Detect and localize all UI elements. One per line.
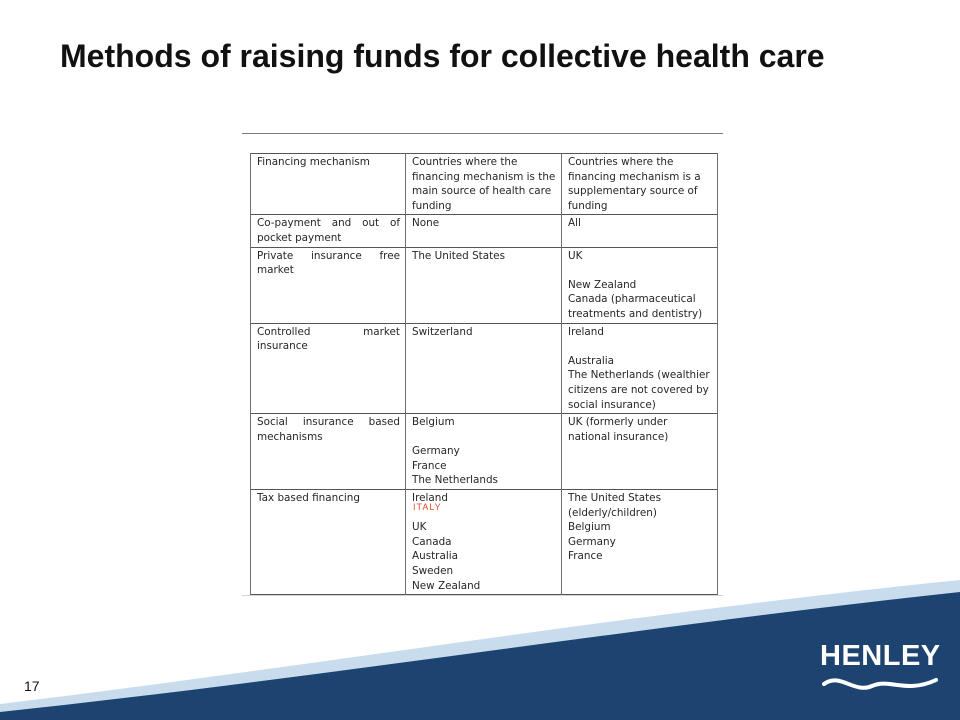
page-number: 17 [24, 678, 40, 694]
logo-wordmark: HENLEY [820, 640, 941, 672]
header-supplementary-source: Countries where the financing mechanism is a supplementary source of funding [562, 154, 718, 215]
row-mechanism: Social insurance based mechanisms [251, 414, 406, 490]
table-row [251, 323, 718, 414]
table-top-rule [242, 133, 723, 134]
country: Australia [412, 550, 458, 563]
table-row [251, 215, 718, 247]
row-supplementary-countries [562, 215, 718, 247]
row-mechanism: Controlled market insurance [251, 323, 406, 414]
country: Sweden [412, 565, 454, 578]
country: New Zealand [412, 579, 481, 592]
country: The Netherlands [412, 474, 498, 487]
row-supplementary-countries [562, 414, 718, 490]
country: Germany [412, 445, 460, 458]
table-bottom-rule [242, 595, 723, 596]
row-main-countries [406, 414, 562, 490]
financing-table [250, 153, 718, 595]
country: Belgium [412, 416, 455, 429]
row-main-countries [406, 215, 562, 247]
country: Germany [568, 535, 616, 548]
henley-logo [820, 640, 940, 700]
row-supplementary-countries [562, 490, 718, 595]
table-header-row [251, 154, 718, 215]
country: Ireland [568, 325, 604, 338]
country: Belgium [568, 521, 611, 534]
row-main-countries [406, 323, 562, 414]
row-mechanism: Tax based financing [251, 490, 406, 595]
table-row [251, 247, 718, 323]
country: UK [412, 521, 427, 534]
row-mechanism: Co-payment and out of pocket payment [251, 215, 406, 247]
country: UK (formerly under national insurance) [568, 416, 669, 443]
row-supplementary-countries [562, 323, 718, 414]
slide-title: Methods of raising funds for collective health care [60, 38, 825, 74]
country: France [412, 459, 447, 472]
country: The United States [412, 249, 505, 262]
country: All [568, 217, 581, 230]
country: France [568, 550, 603, 563]
country: None [412, 217, 440, 230]
country: Australia [568, 354, 614, 367]
country: Switzerland [412, 325, 473, 338]
table-image [242, 133, 723, 596]
country: The Netherlands (wealthier citizens are not covered by social insurance) [568, 369, 710, 411]
country: Ireland [412, 492, 448, 505]
wave-navy-band [0, 592, 960, 720]
row-supplementary-countries [562, 247, 718, 323]
table-row [251, 490, 718, 595]
italy-annotation: ITALY [413, 502, 442, 512]
country: UK [568, 249, 583, 262]
logo-swoosh-icon [820, 674, 940, 698]
country: New Zealand [568, 278, 637, 291]
country: Canada [412, 535, 452, 548]
row-main-countries [406, 247, 562, 323]
table-row [251, 414, 718, 490]
header-mechanism: Financing mechanism [251, 154, 406, 215]
country: Canada (pharmaceutical treatments and dentistry) [568, 293, 703, 320]
header-main-source: Countries where the financing mechanism is the main source of health care funding [406, 154, 562, 215]
row-mechanism: Private insurance free market [251, 247, 406, 323]
country: The United States (elderly/children) [568, 492, 661, 519]
